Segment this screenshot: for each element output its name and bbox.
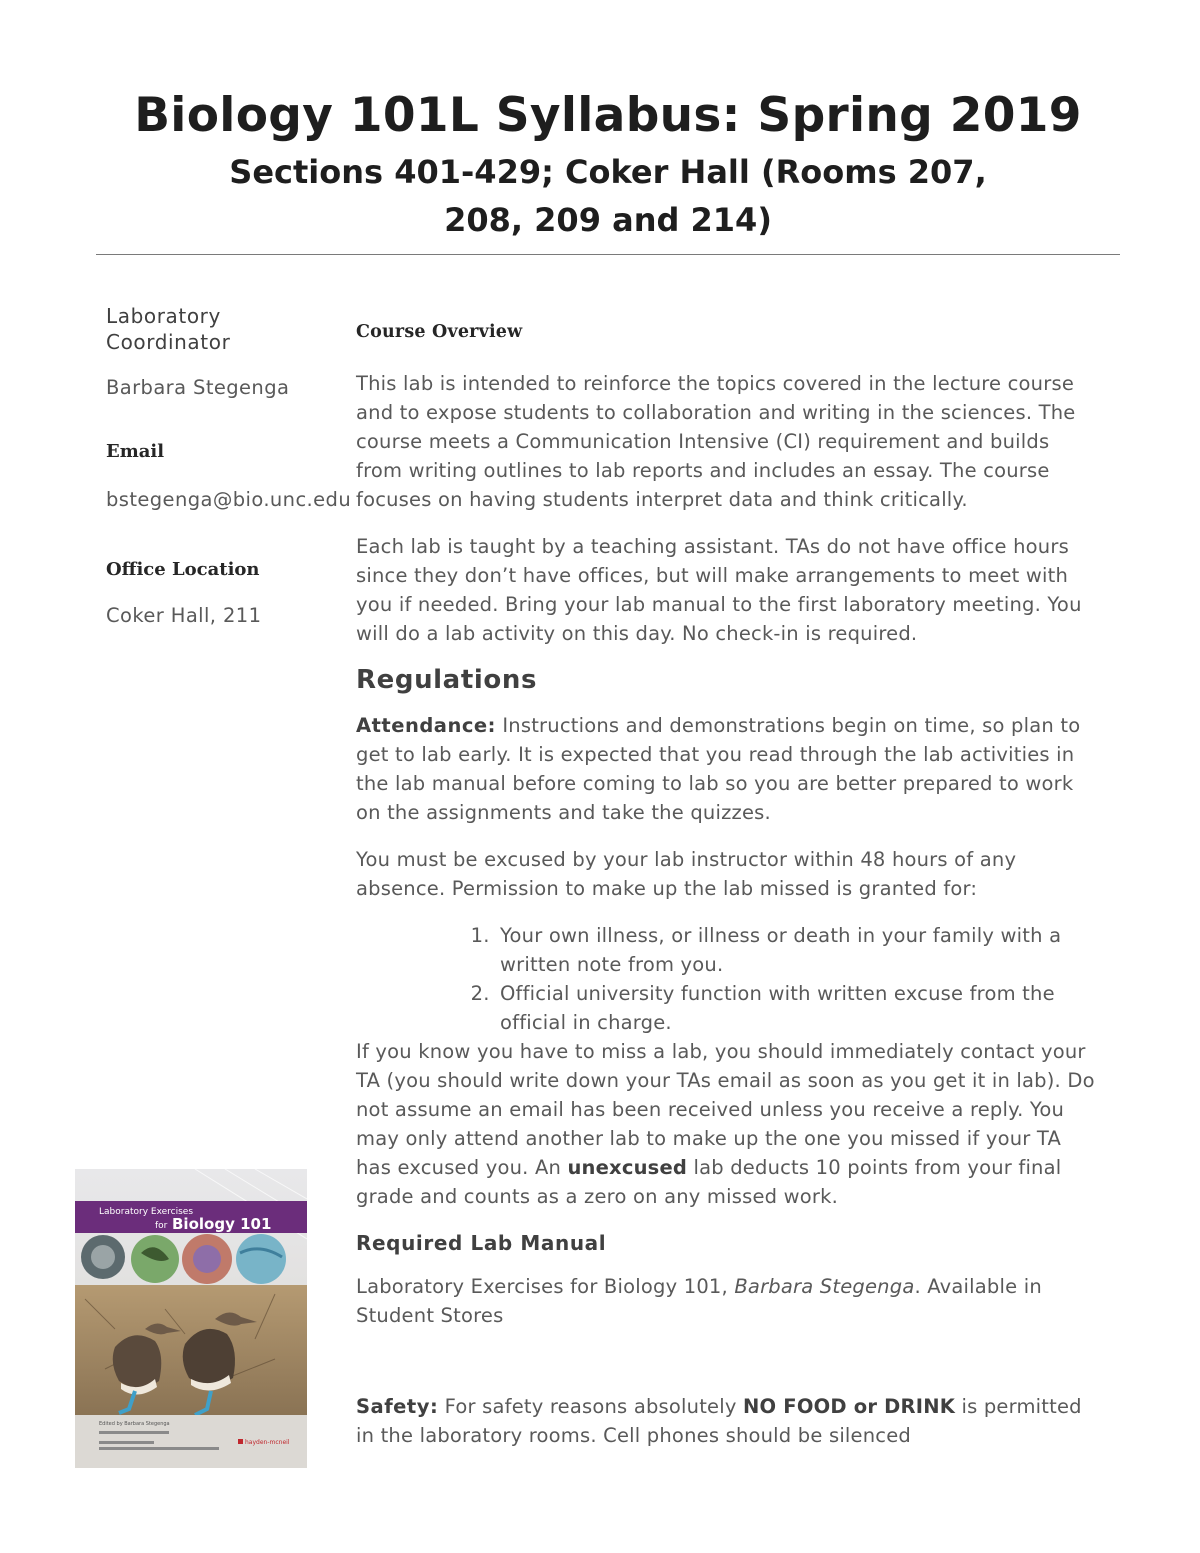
cover-editor-text: Edited by Barbara Stegenga xyxy=(99,1421,170,1427)
lab-manual-availability: . Available in Student Stores xyxy=(356,1275,1042,1327)
safety-paragraph xyxy=(356,1392,1096,1450)
list-item: 2. Official university function with written excuse from the official in charge. xyxy=(496,979,1096,1037)
lab-manual-cover-image xyxy=(75,1169,307,1468)
missed-lab-text: If you know you have to miss a lab, you should immediately contact your TA (you should write down your TAs email as soon as you get it in lab). Do not assume an email has been received unless you receive a reply. You may only attend another lab to make up the one you missed if your TA has excused you. An xyxy=(356,1040,1095,1179)
coordinator-heading: Laboratory Coordinator xyxy=(106,304,231,354)
main-content xyxy=(356,318,1096,1450)
attendance-label: Attendance: xyxy=(356,714,496,737)
office-location: Coker Hall, 211 xyxy=(106,604,262,627)
lab-manual-paragraph xyxy=(356,1272,1096,1330)
attendance-paragraph xyxy=(356,711,1096,827)
page-title: Biology 101L Syllabus: Spring 2019 xyxy=(134,88,1082,143)
coordinator-name: Barbara Stegenga xyxy=(106,376,290,399)
cover-publisher: hayden-mcneil xyxy=(245,1439,290,1446)
attendance-text: Instructions and demonstrations begin on time, so plan to get to lab early. It is expected that you read through the lab activities in the lab manual before coming to lab so you are better prepared to work on the assignments and take the quizzes. xyxy=(356,714,1081,824)
safety-text-end: is permitted in the laboratory rooms. Cell phones should be silenced xyxy=(356,1395,1082,1447)
overview-paragraph-2: Each lab is taught by a teaching assistant. TAs do not have office hours since they don’t have offices, but will make arrangements to meet with you if needed. Bring your lab manual to the first laboratory meeting. You will do a lab activity on this day. No check-in is required. xyxy=(356,535,1082,645)
overview-paragraph-1: This lab is intended to reinforce the topics covered in the lecture course and to expose students to collaboration and writing in the sciences. The course meets a Communication Intensive (CI) requirement and builds from writing outlines to lab reports and includes an essay. The course focuses on having students interpret data and think critically. xyxy=(356,372,1076,511)
excuse-list xyxy=(460,921,1096,1037)
excuse-paragraph: You must be excused by your lab instructor within 48 hours of any absence. Permission to make up the lab missed is granted for: xyxy=(356,848,1017,900)
regulations-heading: Regulations xyxy=(356,665,538,695)
email-link[interactable]: bstegenga@bio.unc.edu xyxy=(106,488,352,511)
sidebar xyxy=(106,303,356,629)
lab-manual-title: Laboratory Exercises for Biology 101, xyxy=(356,1275,735,1298)
lab-manual-author: Barbara Stegenga xyxy=(734,1275,915,1298)
safety-label: Safety: xyxy=(356,1395,439,1418)
unexcused-emphasis: unexcused xyxy=(567,1156,688,1179)
cover-title-for: for xyxy=(155,1221,168,1231)
safety-text: For safety reasons absolutely xyxy=(438,1395,744,1418)
cover-title-line2: Biology 101 xyxy=(172,1215,272,1233)
list-item: 1. Your own illness, or illness or death in your family with a written note from you. xyxy=(496,921,1096,979)
header xyxy=(96,86,1120,244)
cover-title-line1: Laboratory Exercises xyxy=(99,1207,194,1217)
lab-manual-heading: Required Lab Manual xyxy=(356,1231,607,1255)
email-heading: Email xyxy=(106,441,165,462)
missed-lab-text-end: lab deducts 10 points from your final grade and counts as a zero on any missed work. xyxy=(356,1156,1062,1208)
page-subtitle: Sections 401-429; Coker Hall (Rooms 207, 208, 209 and 214) xyxy=(229,153,987,239)
title-divider xyxy=(96,254,1120,255)
missed-lab-paragraph xyxy=(356,1037,1096,1211)
course-overview-heading: Course Overview xyxy=(356,322,523,342)
cover-art xyxy=(75,1169,307,1468)
no-food-emphasis: NO FOOD or DRINK xyxy=(743,1395,956,1418)
office-heading: Office Location xyxy=(106,559,260,580)
